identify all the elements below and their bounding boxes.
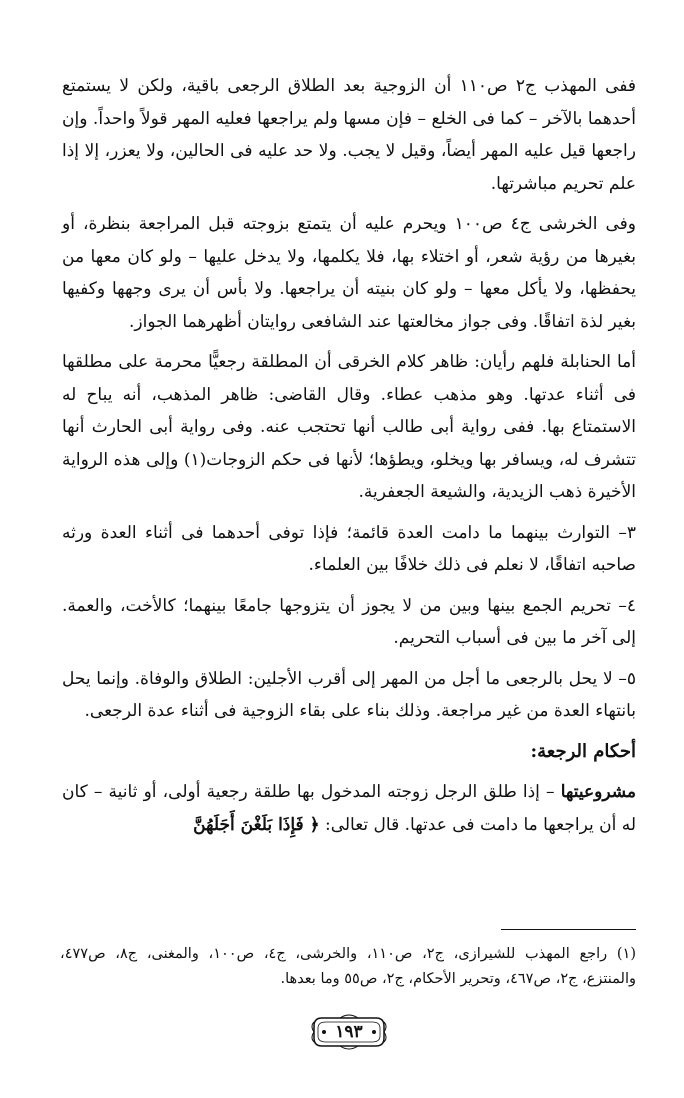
footnote-divider bbox=[501, 929, 636, 930]
page-number: ١٩٣ bbox=[335, 1022, 363, 1042]
section-heading: أحكام الرجعة: bbox=[530, 740, 636, 762]
footnote-1: (١) راجع المهذب للشيرازى، ج٢، ص١١٠، والخرشى، ج٤، ص١٠٠، والمغنى، ج٨، ص٤٧٧، والمنتزع، ج٢، ص٤٦٧، وتحرير الأحكام، ج٢، ص٥٥ وما بعدها. bbox=[60, 946, 636, 987]
page-number-frame bbox=[310, 1012, 388, 1052]
quran-quote: ﴿ فَإِذَا بَلَغْنَ أَجَلَهُنَّ bbox=[193, 814, 320, 835]
legitimacy-term: مشروعيتها bbox=[560, 782, 636, 802]
legitimacy-paragraph bbox=[62, 776, 636, 841]
legitimacy-text: – إذا طلق الرجل زوجته المدخول بها طلقة رجعية أولى، أو ثانية – كان له أن يراجعها ما دامت فى عدتها. قال تعالى: bbox=[62, 782, 636, 835]
list-item-deferred-dowry: ٥– لا يحل بالرجعى ما أجل من المهر إلى أقرب الأجلين: الطلاق والوفاة. وإنما يحل بانتهاء العدة من غير مراجعة. وذلك بناء على بقاء الزوجية فى أثناء عدة الرجعى. bbox=[62, 668, 636, 721]
paragraph-muhadhdhab: ففى المهذب ج٢ ص١١٠ أن الزوجية بعد الطلاق الرجعى باقية، ولكن لا يستمتع أحدهما بالآخر – كما فى الخلع – فإن مسها ولم يراجعها فعليه المهر قولاً واحداً. وإن راجعها قيل عليه المهر أيضاً، وقيل لا يجب. ولا حد عليه فى الحالين، ولا يعزر، إلا إذا علم تحريم مباشرتها. bbox=[62, 76, 636, 194]
paragraph-kharshi: وفى الخرشى ج٤ ص١٠٠ ويحرم عليه أن يتمتع بزوجته قبل المراجعة بنظرة، أو بغيرها من رؤية شعر، أو اختلاء بها، فلا يكلمها، ولا يدخل عليها – ولو كان معها من يحفظها، ولا يأكل معها – ولو كان بنيته أن يراجعها. ولا بأس أن يرى وجهها وكفيها بغير لذة اتفاقًا. وفى جواز مخالعتها عند الشافعى روايتان أظهرهما الجواز. bbox=[62, 214, 636, 332]
list-item-combination: ٤– تحريم الجمع بينها وبين من لا يجوز أن يتزوجها جامعًا بينهما؛ كالأخت، والعمة. إلى آخر ما بين فى أسباب التحريم. bbox=[62, 595, 636, 648]
paragraph-hanabila: أما الحنابلة فلهم رأيان: ظاهر كلام الخرقى أن المطلقة رجعيًّا محرمة على مطلقها فى أثناء عدتها. وهو مذهب عطاء. وقال القاضى: ظاهر المذهب، أنه يباح له الاستمتاع بها. ففى رواية أبى طالب أنها تحتجب عنه. وفى رواية أبى الحارث أنها تتشرف له، ويسافر بها ويخلو، ويطؤها؛ لأنها فى حكم الزوجات(١) وإلى هذه الرواية الأخيرة ذهب الزيدية، والشيعة الجعفرية. bbox=[62, 352, 637, 502]
footnote bbox=[60, 942, 636, 992]
main-text bbox=[62, 70, 636, 841]
list-item-inheritance: ٣– التوارث بينهما ما دامت العدة قائمة؛ فإذا توفى أحدهما فى أثناء العدة ورثه صاحبه اتفاقًا، لا نعلم فى ذلك خلافًا بين العلماء. bbox=[62, 522, 636, 575]
